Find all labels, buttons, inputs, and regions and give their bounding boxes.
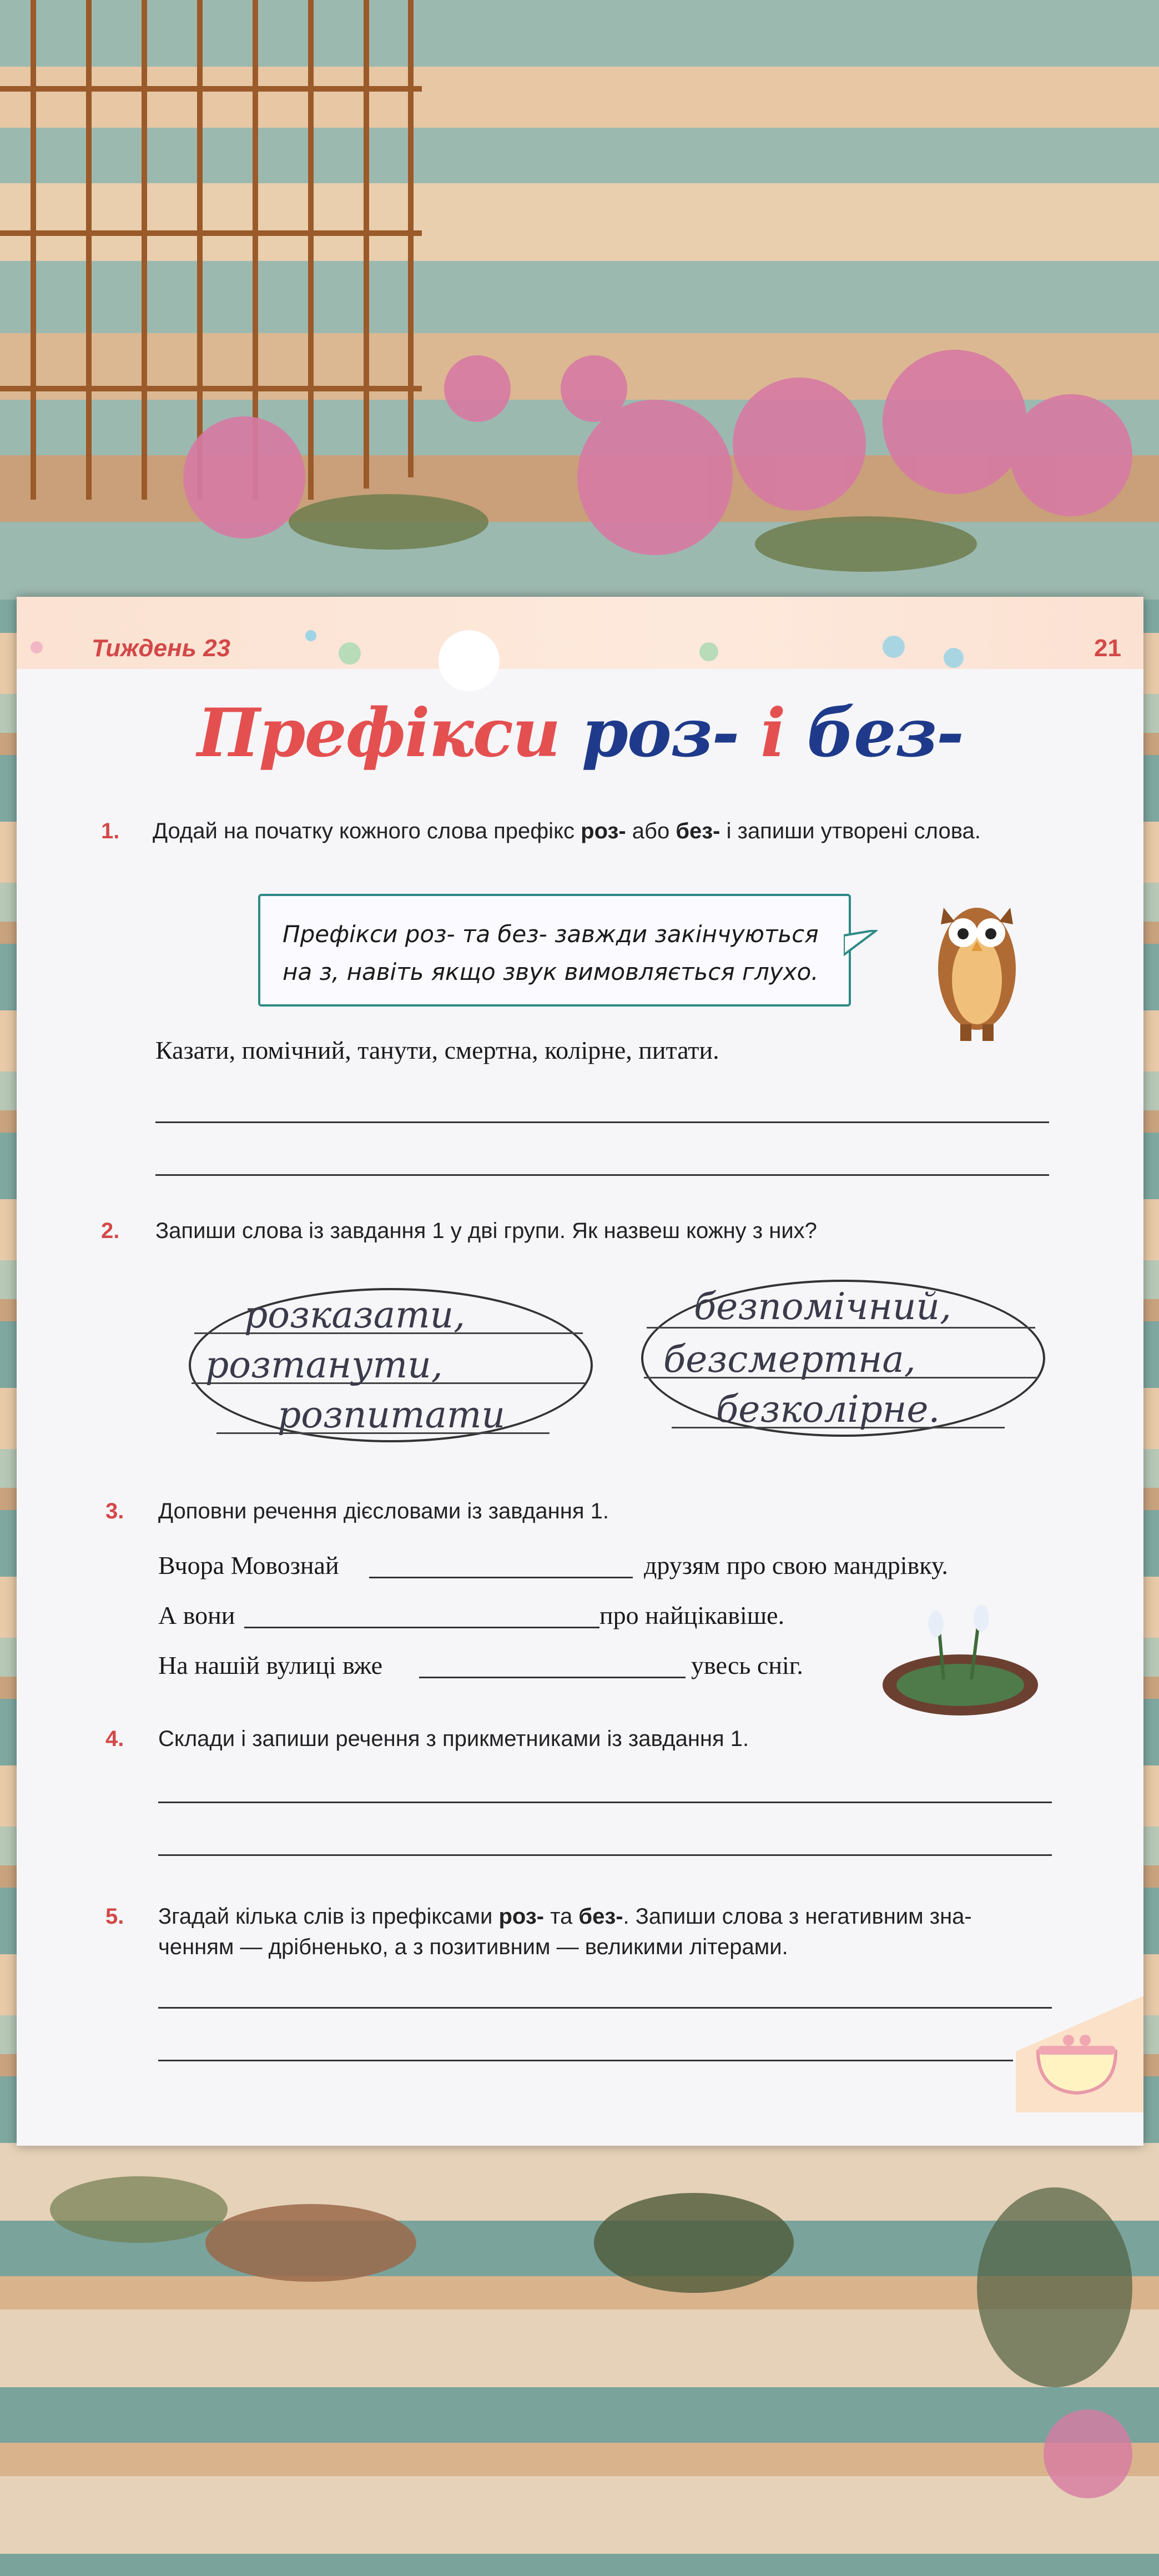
page-header — [17, 597, 1143, 669]
answer-line[interactable] — [158, 2060, 1013, 2061]
workbook-page — [17, 597, 1143, 2146]
task-5-text-post: . Запиши слова з негативним зна- — [623, 1904, 972, 1929]
blank-line[interactable] — [419, 1677, 686, 1678]
answer-line[interactable] — [155, 1174, 1049, 1176]
task-1-text — [153, 819, 981, 844]
task-4-number: 4. — [105, 1727, 124, 1751]
header-dot — [31, 641, 43, 653]
rule-note-box — [258, 894, 851, 1007]
task-2-text: Запиши слова із завдання 1 у дві групи. Як назвеш кожну з них? — [155, 1219, 817, 1243]
task-3-number: 3. — [105, 1499, 124, 1523]
task-3-text: Доповни речення дієсловами із завдання 1. — [158, 1499, 609, 1523]
sentence-3-start: На нашій вулиці вже — [158, 1651, 383, 1679]
task-1-bold-roz: роз- — [581, 819, 626, 843]
page-number: 21 — [1094, 635, 1121, 662]
sentence-1-start: Вчора Мовознай — [158, 1551, 339, 1579]
task-1-words: Казати, помічний, танути, смертна, колірне, питати. — [155, 1036, 719, 1064]
handwritten-word: безпомічний, — [694, 1285, 951, 1328]
header-dot — [439, 630, 500, 691]
blank-line[interactable] — [244, 1627, 599, 1628]
handwritten-word: розказати, — [244, 1294, 466, 1336]
title-part-roz: роз- — [581, 694, 739, 772]
task-5-text — [158, 1904, 972, 1929]
title-part-and: і — [738, 694, 807, 772]
purse-icon — [1016, 1985, 1143, 2112]
rule-note-line-2: на з, навіть якщо звук вимовляється глухо. — [283, 958, 819, 985]
rule-note-text — [283, 915, 819, 991]
handwritten-word: розтанути, — [205, 1344, 443, 1386]
task-5-bold-roz: роз- — [498, 1904, 545, 1929]
snowdrop-icon — [877, 1596, 1044, 1724]
task-5-text-mid: та — [544, 1904, 579, 1929]
handwritten-word: безсмертна, — [663, 1338, 916, 1381]
week-label: Тиждень 23 — [92, 635, 231, 662]
header-dot — [305, 630, 316, 641]
task-5-text-pre: Згадай кілька слів із префіксами — [158, 1904, 499, 1929]
background-bottom — [0, 2143, 1159, 2576]
header-dot — [339, 642, 361, 665]
answer-line[interactable] — [158, 1802, 1052, 1803]
task-2-number: 2. — [101, 1219, 120, 1243]
page-title — [17, 694, 1143, 772]
task-5-text-line-2: ченням — дрібненько, а з позитивним — великими літерами. — [158, 1935, 788, 1959]
answer-line[interactable] — [155, 1121, 1049, 1123]
sentence-2-end: про найцікавіше. — [599, 1601, 785, 1629]
owl-icon — [921, 880, 1032, 1046]
blank-line[interactable] — [369, 1577, 633, 1578]
handwritten-word: розпитати — [278, 1393, 506, 1436]
answer-line[interactable] — [158, 2007, 1052, 2009]
title-part-prefixes: Префікси — [197, 694, 582, 772]
task-1-text-pre: Додай на початку кожного слова префікс — [153, 819, 581, 843]
task-4-text: Склади і запиши речення з прикметниками із завдання 1. — [158, 1727, 749, 1751]
sentence-2-start: А вони — [158, 1601, 235, 1629]
task-1-bold-bez: без- — [676, 819, 720, 843]
answer-line[interactable] — [158, 1854, 1052, 1856]
task-1-text-mid: або — [626, 819, 676, 843]
header-dot — [699, 642, 718, 661]
task-1-number: 1. — [101, 819, 120, 843]
task-5-bold-bez: без- — [578, 1904, 623, 1929]
task-1-text-post: і запиши утворені слова. — [720, 819, 981, 843]
background-top — [0, 0, 1159, 600]
header-dot — [944, 648, 964, 668]
sentence-3-end: увесь сніг. — [691, 1651, 803, 1679]
title-part-bez: без- — [807, 694, 963, 772]
birdcage-flowers-decoration — [0, 0, 1159, 600]
task-5-number: 5. — [105, 1904, 124, 1929]
rule-note-line-1: Префікси роз- та без- завжди закінчуються — [283, 920, 819, 948]
handwritten-word: безколірне. — [716, 1388, 940, 1431]
header-dot — [883, 636, 905, 658]
sentence-1-end: друзям про свою мандрівку. — [644, 1551, 948, 1579]
bird-leaves-decoration — [0, 2143, 1159, 2576]
note-pointer — [844, 930, 883, 963]
